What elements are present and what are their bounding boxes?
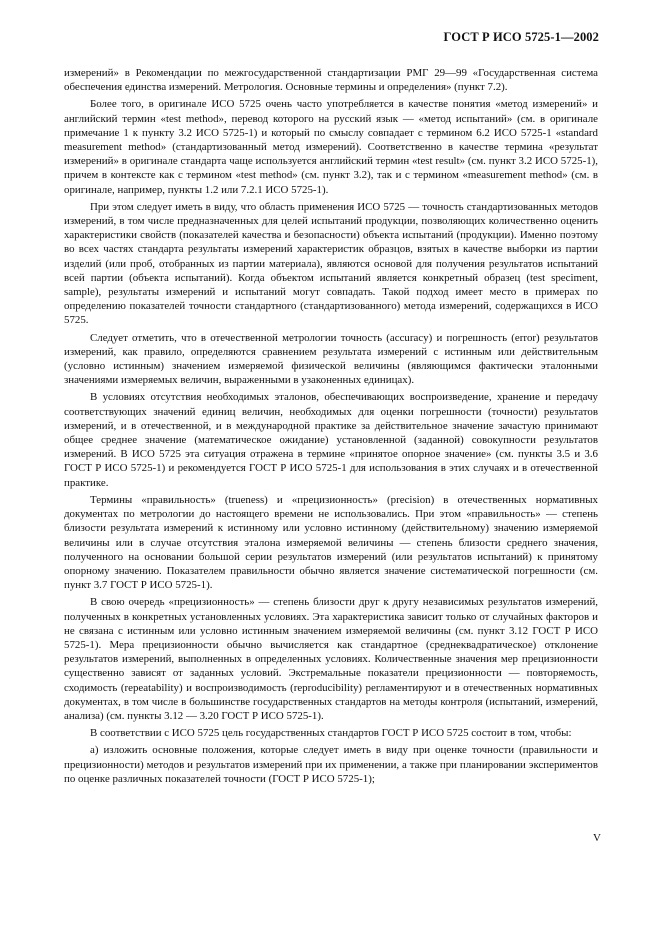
paragraph: Следует отметить, что в отечественной метрологии точность (accuracy) и погрешность (error) результатов измерений, как правило, определяются сравнением результата измерений с истинным или действительным (условно истинным) значением измеряемой физической величины (являющимся фактически эталонными значениями измеряемых величин, выраженными в узаконенных единицах). <box>64 331 598 387</box>
paragraph: Более того, в оригинале ИСО 5725 очень часто употребляется в качестве понятия «метод измерений» и английский термин «test method», перевод которого на русский язык — «метод испытаний» (см. в оригинале примечание 1 к пункту 3.2 ИСО 5725-1) и который по смыслу совпадает с термином 6.2 ИСО 5725-1 «standard measurement method» (стандартизованный метод измерений). Соответственно в качестве термина «результат измерений» в оригинале стандарта чаще используется английский термин «test result» (см. пункт 3.2 ИСО 5725-1), причем в контексте как с термином «test method» (см. пункт 3.2), так и с термином «measurement method» (см. в оригинале, например, пункты 1.2 или 7.2.1 ИСО 5725-1). <box>64 98 598 196</box>
paragraph: В свою очередь «прецизионность» — степень близости друг к другу независимых результатов измерений, полученных в конкретных установленных условиях. Эта характеристика зависит только от случайных факторов и не связана с истинным или условно истинным значением измеряемой величины (см. пункт 3.12 ГОСТ Р ИСО 5725-1). Мера прецизионности обычно вычисляется как стандартное (среднеквадратическое) отклонение результатов измерений, выполненных в определенных условиях. Количественные значения мер прецизионности существенно зависят от заданных условий. Экстремальные показатели прецизионности — повторяемость, сходимость (repeatability) и воспроизводимость (reproducibility) регламентируют и в отечественных нормативных документах, в том числе в большинстве государственных стандартов на методы контроля (испытаний, измерений, анализа) (см. пункты 3.12 — 3.20 ГОСТ Р ИСО 5725-1). <box>64 596 598 722</box>
paragraph: Термины «правильность» (trueness) и «прецизионность» (precision) в отечественных нормативных документах по метрологии до настоящего времени не использовались. При этом «правильность» — степень близости результата измерений к истинному или условно истинному (действительному) значению измеряемой величины или в случае отсутствия эталона измеряемой величины — степень близости среднего значения, полученного на основании большой серии результатов измерений (или результатов испытаний) к принятому опорному значению. Показателем правильности обычно является значение систематической погрешности (см. пункт 3.7 ГОСТ Р ИСО 5725-1). <box>64 493 598 592</box>
paragraph: При этом следует иметь в виду, что область применения ИСО 5725 — точность стандартизованных методов измерений, в том числе предназначенных для целей испытаний продукции, позволяющих количественно оценить характеристики свойств (показателей качества и безопасности) объекта испытаний (продукции). Именно поэтому во всех частях стандарта результаты измерений характеристик образцов, взятых в качестве выборки из партии изделий (или проб, отобранных из партии материала), являются основой для получения результатов испытаний всей партии (объекта испытаний). Когда объектом испытаний является конкретный образец (test speciment, sample), результаты измерений и испытаний могут совпадать. Такой подход имеет место в примерах по определению показателей точности стандартного (стандартизованного) метода измерений, содержащихся в ИСО 5725. <box>64 200 598 327</box>
paragraph: В условиях отсутствия необходимых эталонов, обеспечивающих воспроизведение, хранение и передачу соответствующих значений единиц величин, необходимых для оценки погрешности (точности) результатов измерений, и в отечественной, и в международной практике за действительное значение зачастую принимают общее среднее значение (математическое ожидание) установленной (заданной) совокупности результатов измерений. В ИСО 5725 эта ситуация отражена в термине «принятое опорное значение» (см. пункты 3.5 и 3.6 ГОСТ Р ИСО 5725-1) и рекомендуется ГОСТ Р ИСО 5725-1 для использования в этих случаях и в отечественной практике. <box>64 391 598 489</box>
document-body <box>64 66 598 789</box>
page-number: V <box>593 832 601 844</box>
list-item: а) изложить основные положения, которые следует иметь в виду при оценке точности (правильности и прецизионности) методов и результатов измерений при их применении, а также при планировании экспериментов по оценке различных показателей точности (ГОСТ Р ИСО 5725-1); <box>64 744 598 785</box>
paragraph-continued: измерений» в Рекомендации по межгосударственной стандартизации РМГ 29—99 «Государственная система обеспечения единства измерений. Метрология. Основные термины и определения» (пункт 7.2). <box>64 67 598 94</box>
paragraph: В соответствии с ИСО 5725 цель государственных стандартов ГОСТ Р ИСО 5725 состоит в том, чтобы: <box>90 727 572 740</box>
page-header: ГОСТ Р ИСО 5725-1—2002 <box>443 30 599 44</box>
